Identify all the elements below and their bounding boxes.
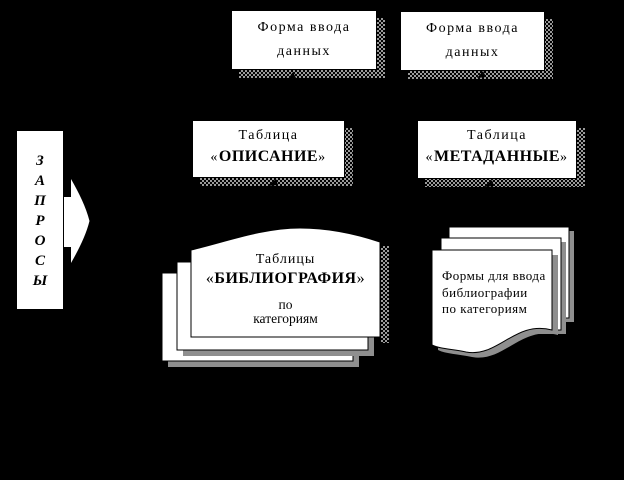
- bibliography-line3: по: [278, 297, 293, 312]
- bibliography-line4: категориям: [253, 311, 318, 326]
- form-box-2-line1: Форма ввода: [426, 21, 519, 36]
- table-description-line1: Таблица: [238, 128, 299, 143]
- queries-right-arrow: [64, 179, 90, 263]
- bibliography-name-line: [191, 269, 380, 289]
- quote-open: «: [210, 150, 219, 165]
- bibliography-line1: Таблицы: [255, 252, 316, 267]
- form-box-1-line2: данных: [277, 44, 331, 59]
- queries-letter: З: [36, 153, 44, 169]
- form-box-2-line2: данных: [445, 45, 500, 60]
- table-description-name: ОПИСАНИЕ: [218, 148, 319, 165]
- queries-letter: П: [34, 193, 46, 209]
- table-metadata-name: МЕТАДАННЫЕ: [433, 148, 561, 165]
- queries-letter: О: [34, 233, 46, 249]
- connector-arrowhead-icon: [268, 179, 278, 186]
- forms-line1: Формы для ввода: [442, 268, 546, 283]
- connector-arrowhead-icon: [288, 72, 296, 79]
- quote-close: »: [560, 150, 569, 165]
- connector-arrowhead-icon: [484, 180, 494, 187]
- form-box-1-line1: Форма ввода: [257, 20, 351, 35]
- table-metadata-line1: Таблица: [467, 128, 527, 143]
- forms-stack-text: [442, 268, 548, 318]
- quote-close: »: [318, 150, 327, 165]
- forms-line3: по категориям: [442, 301, 528, 316]
- forms-line2: библиографии: [442, 284, 528, 300]
- connector-arrowhead-icon: [477, 71, 486, 78]
- queries-letter: Р: [35, 213, 45, 229]
- bibliography-name: БИБЛИОГРАФИЯ: [214, 270, 357, 287]
- quote-close: »: [356, 270, 366, 287]
- bibliography-stack-text: [191, 251, 380, 326]
- quote-open: «: [205, 270, 215, 287]
- queries-letter: Ы: [32, 273, 48, 289]
- queries-letter: С: [34, 253, 45, 269]
- quote-open: «: [425, 150, 434, 165]
- queries-letter: А: [34, 173, 45, 189]
